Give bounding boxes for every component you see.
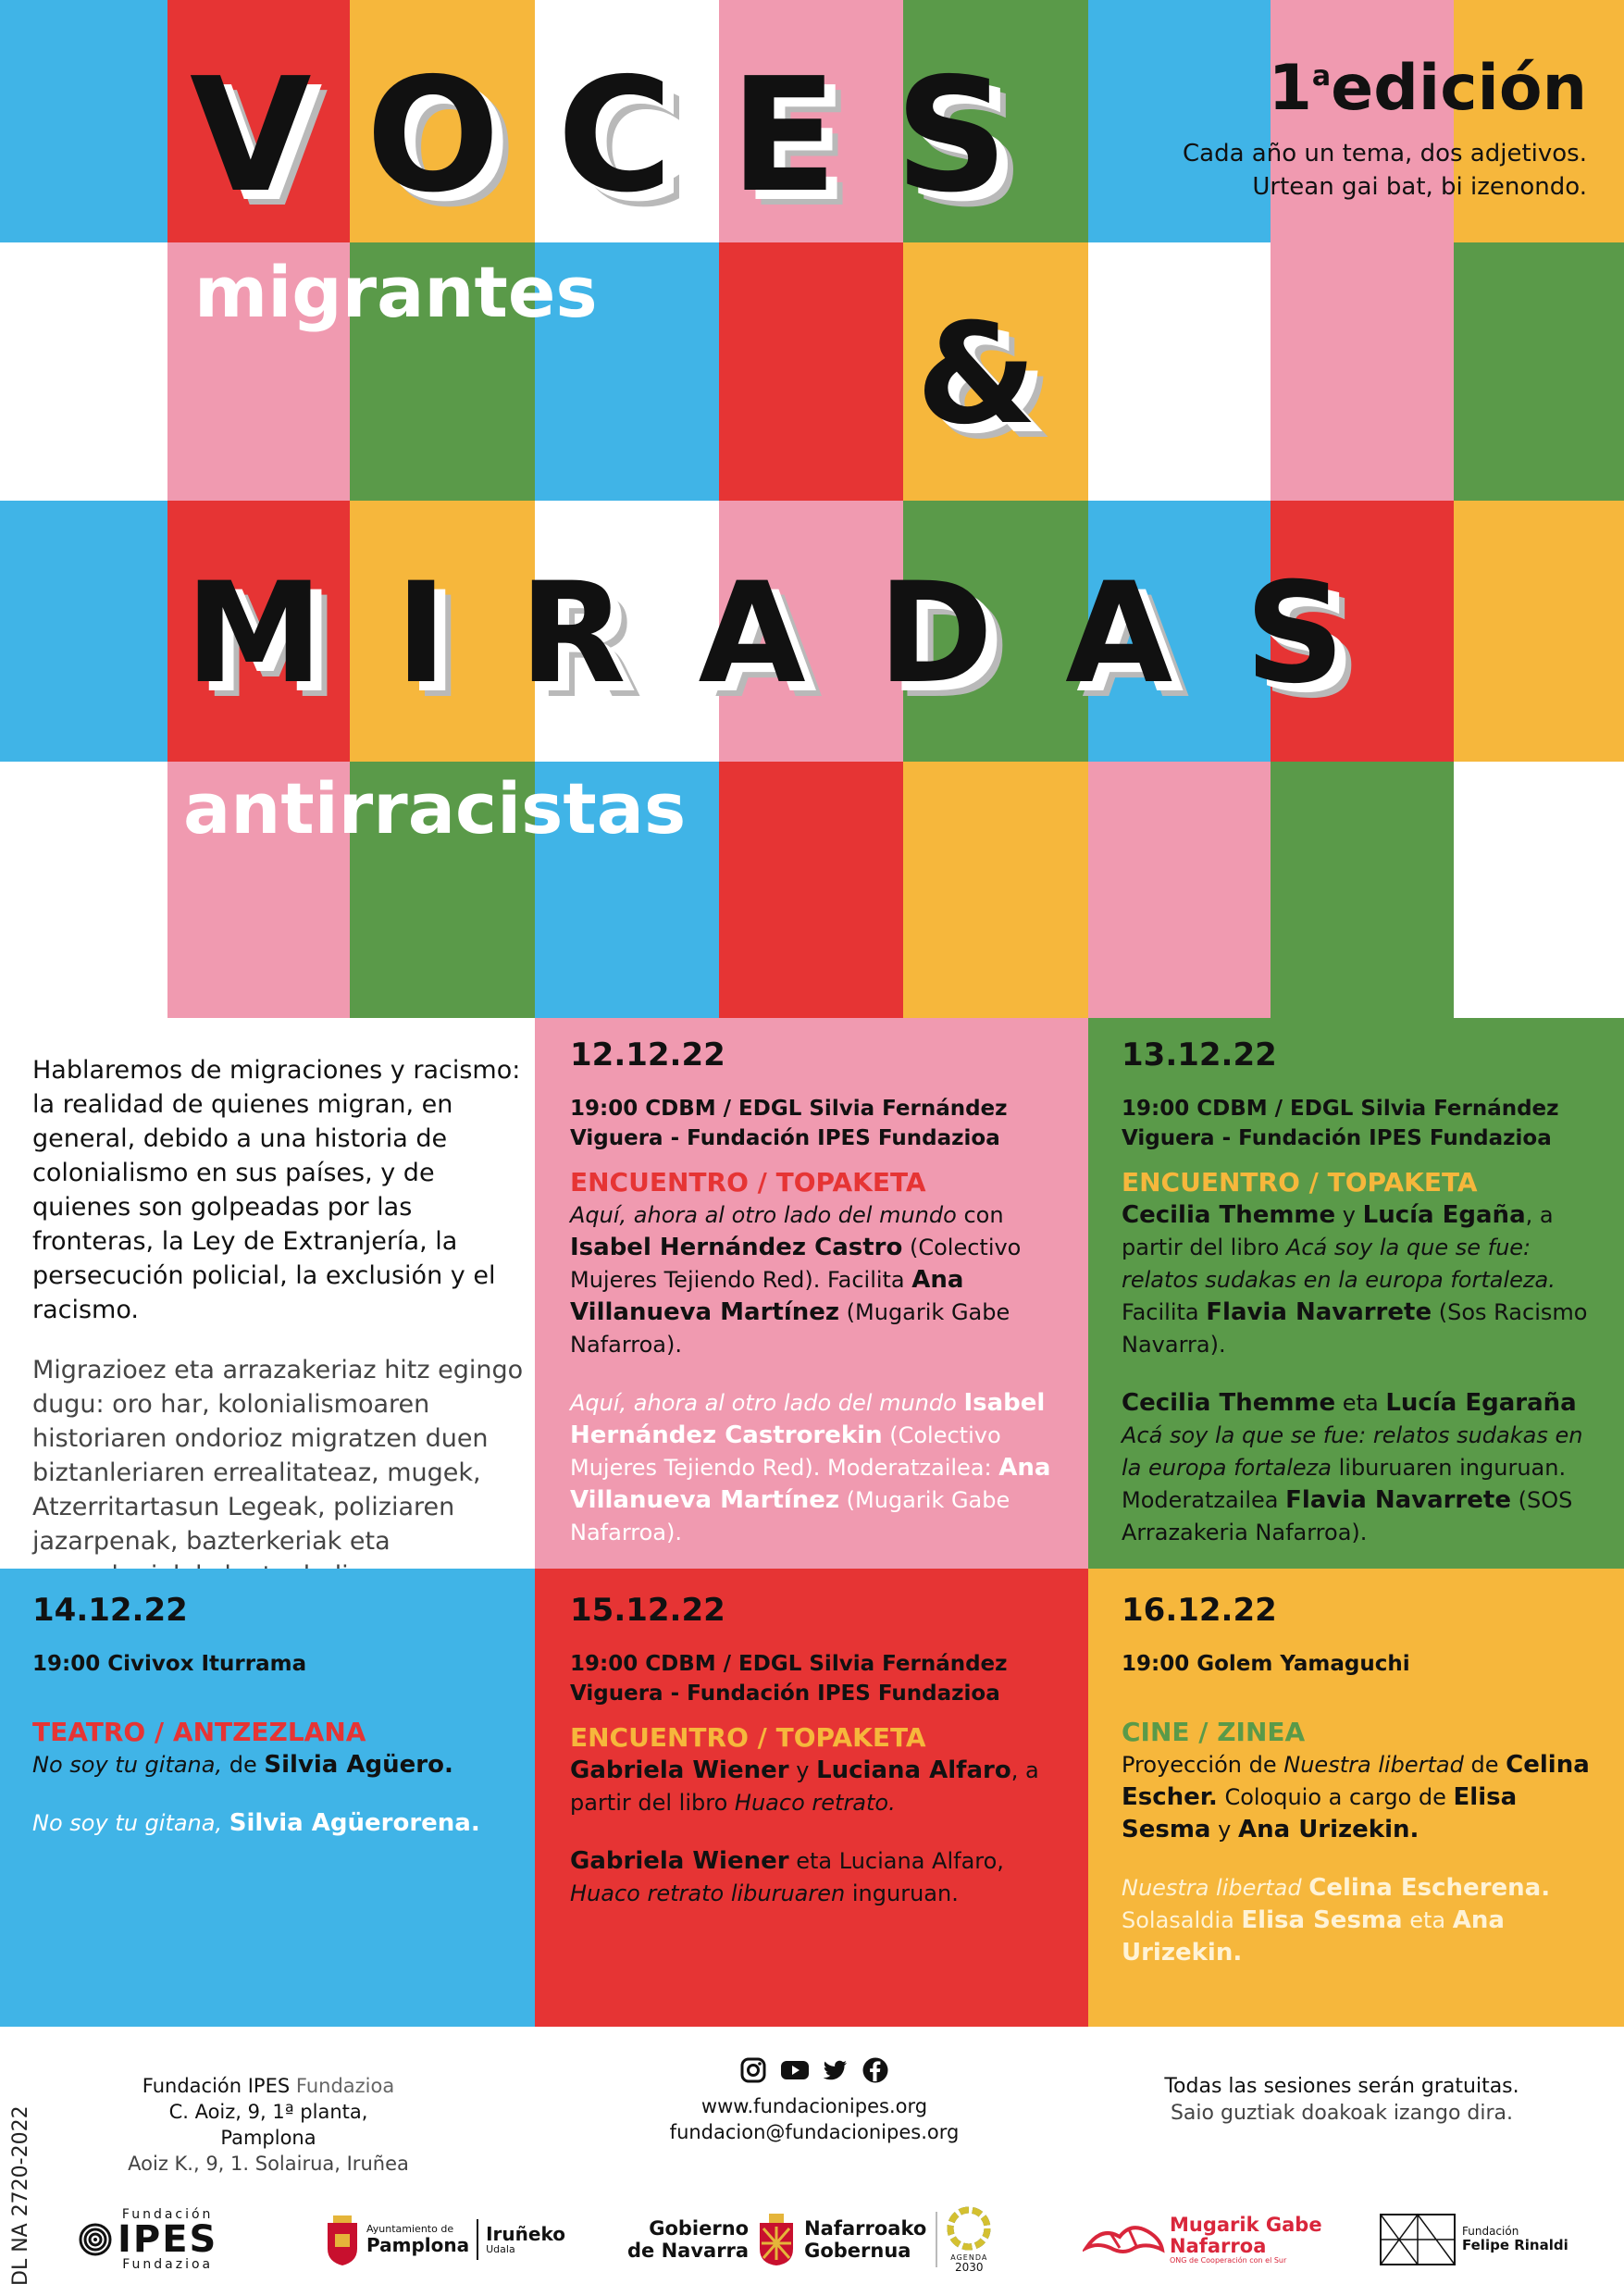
mosaic-tile <box>1454 762 1624 1018</box>
event-date: 12.12.22 <box>570 1036 725 1074</box>
event-panel-15-12 <box>535 1569 1088 2027</box>
intro-paragraph-es: Hablaremos de migraciones y racismo: la realidad de quienes migran, en general, debido a una historia de colonialismo en sus países, y de quienes son golpeadas por las fronteras, la Ley de Extranjería, la persecución policial, la exclusión y el racismo. <box>32 1056 521 1324</box>
event-date: 14.12.22 <box>32 1592 188 1629</box>
event-description-es: Aquí, ahora al otro lado del mundo con Isabel Hernández Castro (Colectivo Mujeres Tejiendo Red). Facilita Ana Villanueva Martínez (Mugarik Gabe Nafarroa). <box>570 1202 1022 1358</box>
intro-text <box>32 1053 527 1619</box>
footer-org: Fundación IPES Fundazioa <box>142 2075 395 2097</box>
event-type: ENCUENTRO / TOPAKETA <box>1122 1167 1478 1198</box>
free-note-es: Todas las sesiones serán gratuitas. <box>1164 2075 1519 2098</box>
free-note-eu: Saio guztiak doakoak izango dira. <box>1170 2102 1514 2125</box>
event-description-es: No soy tu gitana, de Silvia Agüero. <box>32 1751 453 1779</box>
mosaic-tile <box>903 762 1088 1018</box>
footer-address <box>120 2073 416 2177</box>
mosaic-tile <box>0 762 167 1018</box>
event-description-eu: Nuestra libertad Celina Escherena. Solasaldia Elisa Sesma eta Ana Urizekin. <box>1122 1874 1551 1967</box>
mosaic-tile <box>1271 762 1454 1018</box>
event-venue: 19:00 CDBM / EDGL Silvia Fernández Viguera - Fundación IPES Fundazioa <box>570 1097 1008 1150</box>
event-venue: 19:00 Golem Yamaguchi <box>1122 1652 1410 1676</box>
gobierno-navarra-logo: Gobierno de Navarra Nafarroako Gobernua AGENDA 2030 <box>627 2207 991 2272</box>
event-description-eu: Gabriela Wiener eta Luciana Alfaro, Huaco retrato liburuaren inguruan. <box>570 1847 1004 1906</box>
footer-address-eu: Aoiz K., 9, 1. Solairua, Iruñea <box>128 2153 409 2175</box>
ipes-fingerprint-icon <box>79 2223 112 2256</box>
event-description-es: Cecilia Themme y Lucía Egaña, a partir del libro Acá soy la que se fue: relatos sudakas en la europa fortaleza. Facilita Flavia Navarrete (Sos Racismo Navarra). <box>1122 1201 1588 1358</box>
legal-deposit: DL NA 2720-2022 <box>9 2105 32 2286</box>
event-panel-13-12 <box>1088 1018 1624 1569</box>
footer-address-es: C. Aoiz, 9, 1ª planta, Pamplona <box>168 2101 368 2149</box>
agenda-2030-logo: AGENDA 2030 <box>947 2206 991 2273</box>
event-panel-14-12 <box>0 1569 535 2027</box>
mosaic-tile <box>0 501 167 762</box>
mosaic-tile <box>719 762 903 1018</box>
ipes-logo: Fundación IPES Fundazioa <box>79 2207 217 2272</box>
rinaldi-geometric-icon <box>1379 2213 1457 2266</box>
mosaic-tile <box>1454 501 1624 762</box>
felipe-rinaldi-logo: Fundación Felipe Rinaldi <box>1379 2207 1568 2272</box>
event-date: 16.12.22 <box>1122 1592 1277 1629</box>
title-miradas: MIRADAS <box>185 553 1418 714</box>
event-panel-12-12 <box>535 1018 1088 1569</box>
instagram-icon[interactable] <box>739 2056 767 2084</box>
mugarik-gabe-hands-icon <box>1083 2216 1166 2263</box>
title-voces: VOCES <box>190 44 1066 228</box>
mosaic-tile <box>719 242 903 501</box>
twitter-icon[interactable] <box>821 2056 849 2084</box>
footer-free-note <box>1147 2073 1536 2127</box>
pamplona-logo: Ayuntamiento de Pamplona Iruñeko Udala <box>324 2207 565 2272</box>
mugarik-gabe-logo: Mugarik Gabe Nafarroa ONG de Cooperación con el Sur <box>1083 2207 1322 2272</box>
navarra-coat-of-arms-icon <box>756 2212 797 2267</box>
subtitle-antirracistas: antirracistas <box>183 767 687 850</box>
event-description-eu: Cecilia Themme eta Lucía Egaraña Acá soy la que se fue: relatos sudakas en la europa fortaleza liburuaren inguruan. Moderatzailea Flavia Navarrete (SOS Arrazakeria Nafarroa). <box>1122 1389 1583 1545</box>
edition-tagline-eu: Urtean gai bat, bi izenondo. <box>1252 173 1587 201</box>
pamplona-shield-icon <box>324 2212 361 2267</box>
event-venue: 19:00 CDBM / EDGL Silvia Fernández Viguera - Fundación IPES Fundazioa <box>1122 1097 1559 1150</box>
email-link[interactable]: fundacion@fundacionipes.org <box>669 2121 960 2143</box>
event-type: ENCUENTRO / TOPAKETA <box>570 1167 926 1198</box>
event-description-es: Proyección de Nuestra libertad de Celina Escher. Coloquio a cargo de Elisa Sesma y Ana Urizekin. <box>1122 1751 1590 1843</box>
edition-tagline-es: Cada año un tema, dos adjetivos. <box>1183 140 1587 168</box>
mosaic-tile <box>0 0 167 242</box>
edition-block <box>1183 52 1587 204</box>
event-date: 15.12.22 <box>570 1592 725 1629</box>
intro-paragraph-eu: Migrazioez eta arrazakeriaz hitz egingo dugu: oro har, kolonialismoaren historiaren ondorioz migratzen duen biztanleriaren errealitateaz, mugek, Atzerritartasun Legeak, poliziaren jazarpenak, bazterkeriak eta <box>32 1356 524 1556</box>
footer-contact <box>629 2056 999 2145</box>
event-venue: 19:00 Civivox Iturrama <box>32 1652 307 1676</box>
mosaic-tile <box>0 242 167 501</box>
event-date: 13.12.22 <box>1122 1036 1277 1074</box>
event-type: TEATRO / ANTZEZLANA <box>32 1717 366 1747</box>
event-panel-16-12 <box>1088 1569 1624 2027</box>
sdg-wheel-icon <box>947 2206 991 2251</box>
social-links <box>629 2056 999 2084</box>
mosaic-tile <box>1271 242 1454 501</box>
event-description-es: Gabriela Wiener y Luciana Alfaro, a partir del libro Huaco retrato. <box>570 1756 1039 1816</box>
edition-title: 1$^a$edición <box>1268 52 1587 125</box>
mosaic-tile <box>1088 242 1271 501</box>
event-description-eu: Aquí, ahora al otro lado del mundo Isabel Hernández Castrorekin (Colectivo Mujeres Tejiendo Red). Moderatzailea: Ana Villanueva Martínez (Mugarik Gabe Nafarroa). <box>570 1389 1051 1545</box>
mosaic-tile <box>1454 242 1624 501</box>
event-venue: 19:00 CDBM / EDGL Silvia Fernández Viguera - Fundación IPES Fundazioa <box>570 1652 1008 1706</box>
title-ampersand: & <box>916 294 1037 455</box>
website-link[interactable]: www.fundacionipes.org <box>700 2095 928 2117</box>
event-description-eu: No soy tu gitana, Silvia Agüerorena. <box>32 1809 480 1837</box>
mosaic-tile <box>1088 762 1271 1018</box>
facebook-icon[interactable] <box>862 2056 889 2084</box>
event-type: ENCUENTRO / TOPAKETA <box>570 1722 926 1753</box>
youtube-icon[interactable] <box>780 2056 808 2084</box>
subtitle-migrantes: migrantes <box>194 251 598 333</box>
event-type: CINE / ZINEA <box>1122 1717 1306 1747</box>
